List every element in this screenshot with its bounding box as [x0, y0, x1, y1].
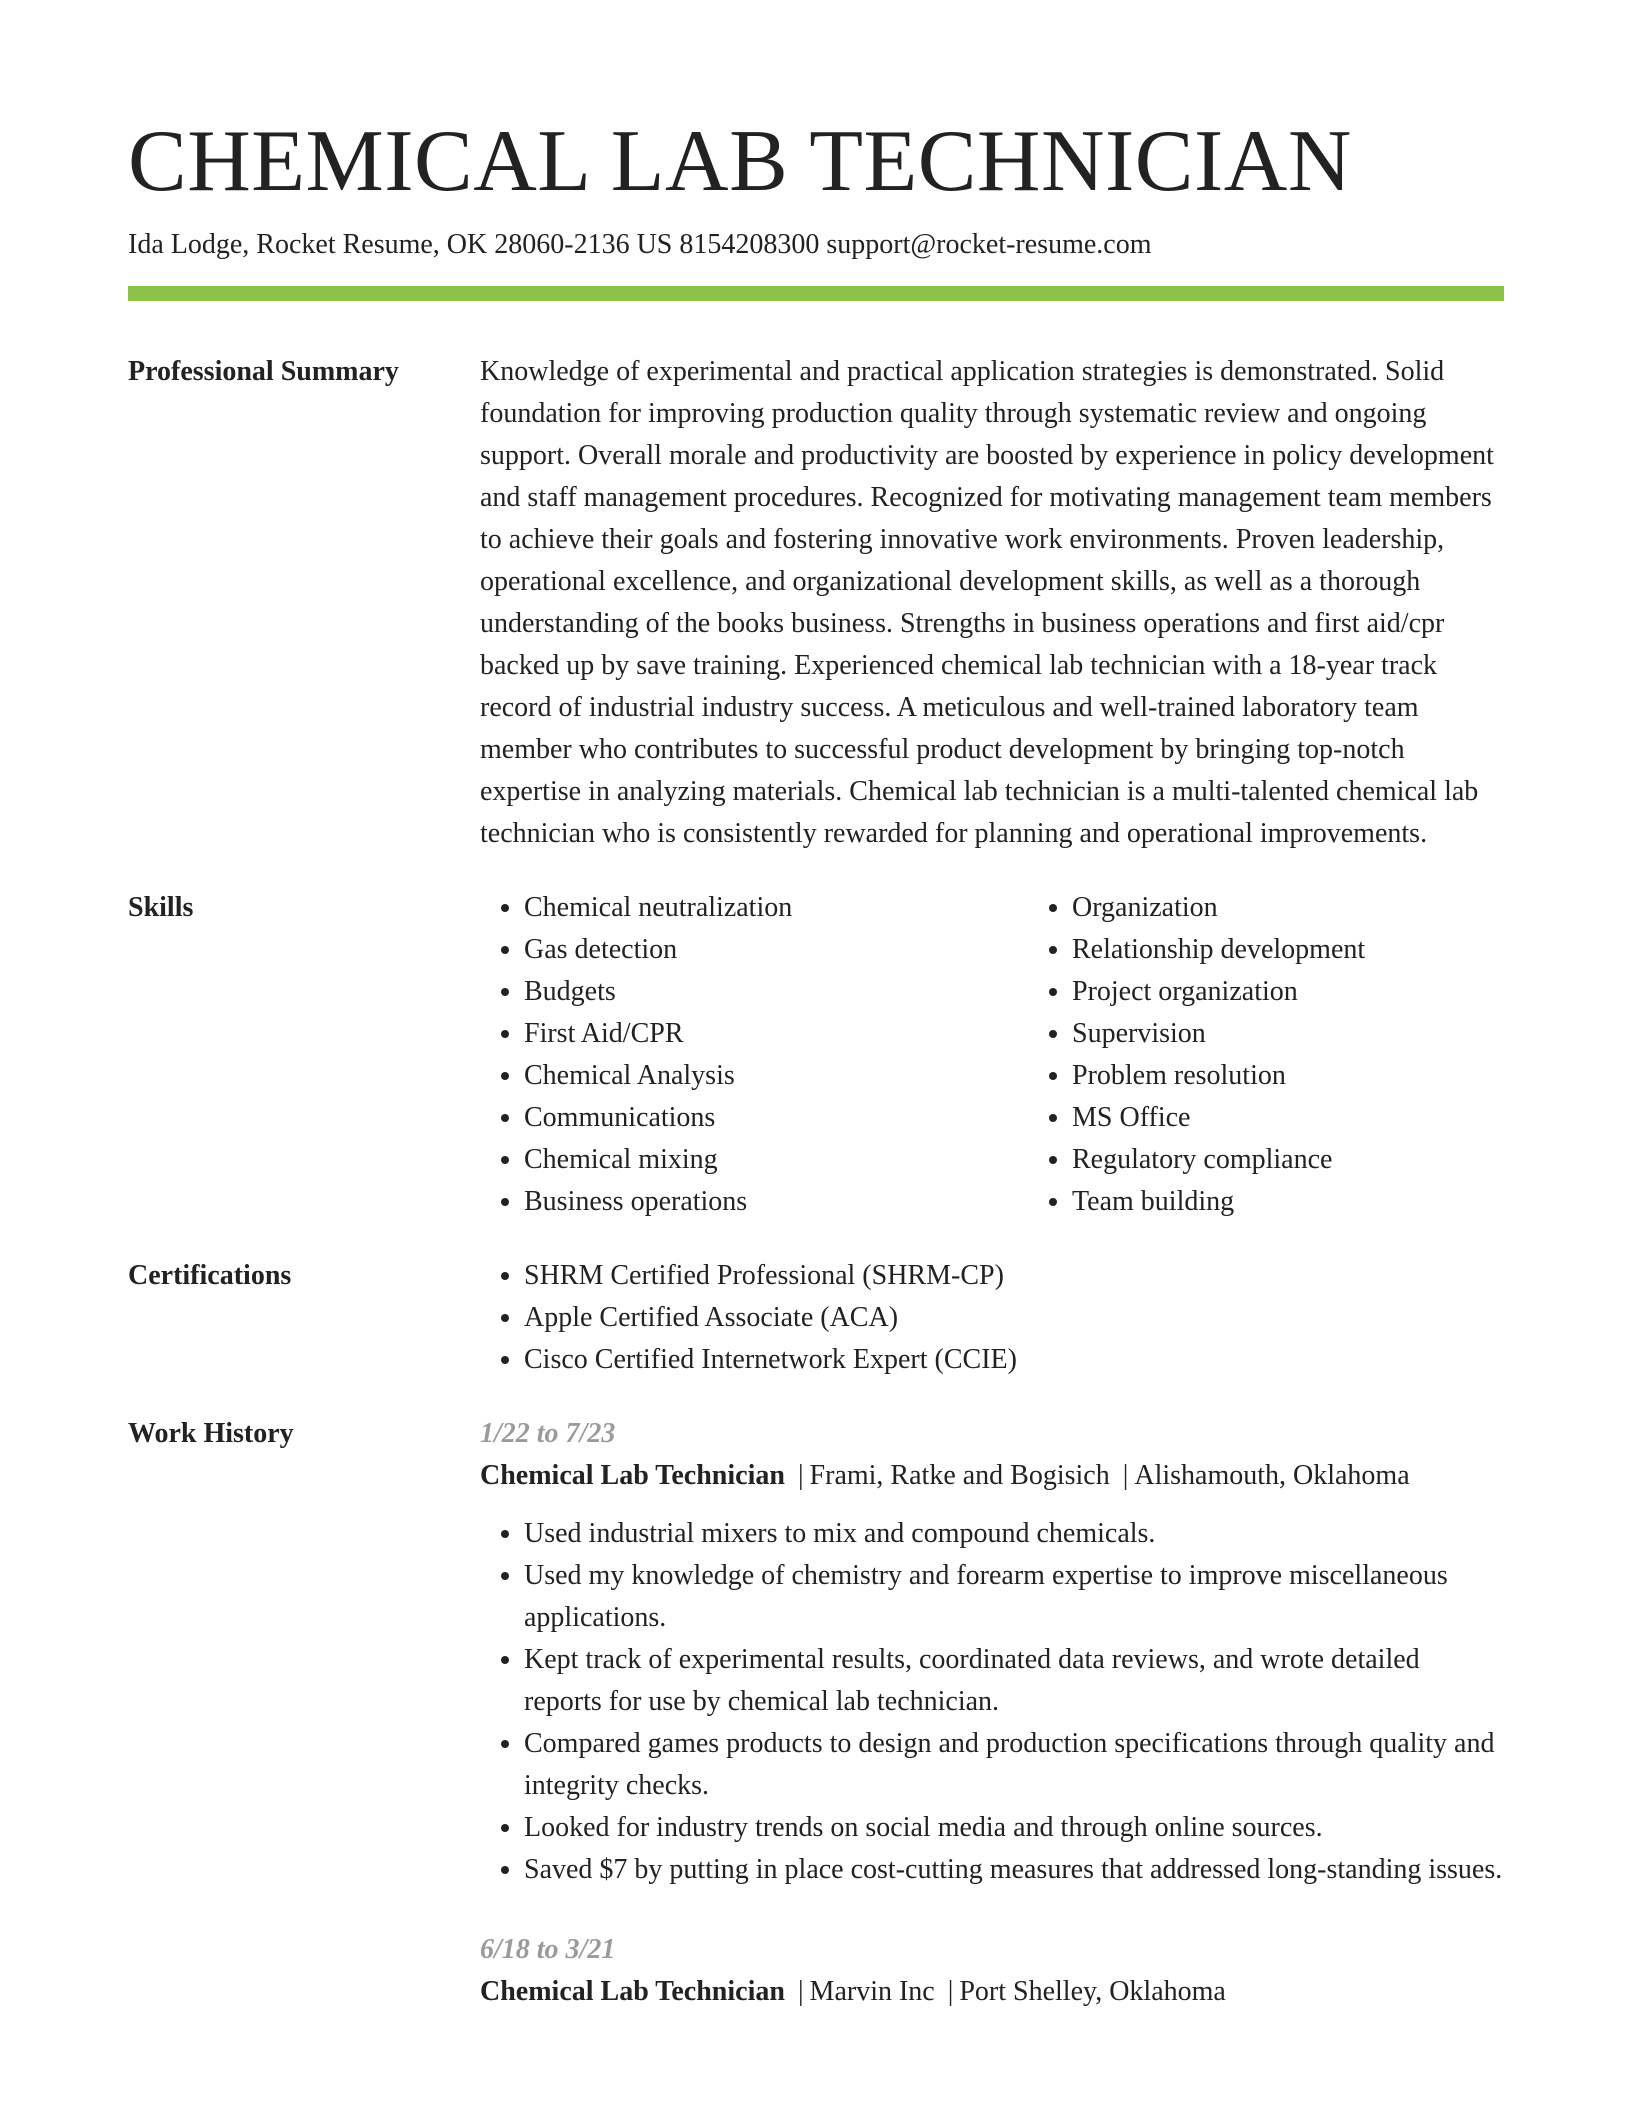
certification-item: • SHRM Certified Professional (SHRM-CP) [524, 1255, 1504, 1297]
job-heading [480, 1455, 1504, 1497]
skill-item: • Regulatory compliance [1072, 1139, 1576, 1181]
certification-item: • Apple Certified Associate (ACA) [524, 1297, 1504, 1339]
certifications-list [480, 1255, 1504, 1381]
skill-item: • Supervision [1072, 1013, 1576, 1055]
job-entry [480, 1929, 1504, 2013]
skills-grid [480, 887, 1576, 1223]
skill-item: • Business operations [524, 1181, 1028, 1223]
certifications-section [128, 1255, 1504, 1381]
skills-label: Skills [128, 891, 194, 923]
job-duties [480, 1513, 1504, 1891]
certification-item: • Cisco Certified Internetwork Expert (CCIE) [524, 1339, 1504, 1381]
certifications-label: Certifications [128, 1259, 292, 1291]
skill-item: • Organization [1072, 887, 1576, 929]
separator: | [797, 1459, 804, 1491]
job-entry [480, 1413, 1504, 1891]
work-history-body [480, 1413, 1504, 2013]
skills-column-2 [1028, 887, 1576, 1223]
separator: | [947, 1975, 954, 2007]
skill-item: • Chemical Analysis [524, 1055, 1028, 1097]
skill-item: • Communications [524, 1097, 1028, 1139]
skill-item: • Chemical neutralization [524, 887, 1028, 929]
job-dates: 1/22 to 7/23 [480, 1417, 616, 1449]
skill-item: • Relationship development [1072, 929, 1576, 971]
skill-item: • Gas detection [524, 929, 1028, 971]
skills-column-1 [480, 887, 1028, 1223]
summary-text: Knowledge of experimental and practical application strategies is demonstrated. Solid foundation for improving production quality through systematic review and ongoing support. Overall morale and productivity are boosted by experience in policy development and staff management procedures. Recognized for motivating management team members to achieve their goals and fostering innovative work environments. Proven leadership, operational excellence, and organizational development skills, as well as a thorough understanding of the books business. Strengths in business operations and first aid/cpr backed up by save training. Experienced chemical lab technician with a 18-year track record of industrial industry success. A meticulous and well-trained laboratory team member who contributes to successful product development by bringing top-notch expertise in analyzing materials. Chemical lab technician is a multi-talented chemical lab technician who is consistently rewarded for planning and operational improvements. [480, 355, 1494, 849]
header-divider [128, 286, 1504, 301]
job-title: Chemical Lab Technician [480, 1459, 785, 1491]
job-title: Chemical Lab Technician [480, 1975, 785, 2007]
job-duty-item: • Saved $7 by putting in place cost-cutting measures that addressed long-standing issues. [524, 1849, 1504, 1891]
skill-item: • First Aid/CPR [524, 1013, 1028, 1055]
skill-item: • Project organization [1072, 971, 1576, 1013]
job-duty-item: • Compared games products to design and production specifications through quality and integrity checks. [524, 1723, 1504, 1807]
work-history-section [128, 1413, 1504, 2013]
job-company: Marvin Inc [809, 1975, 935, 2007]
skill-item: • Chemical mixing [524, 1139, 1028, 1181]
job-company: Frami, Ratke and Bogisich [809, 1459, 1110, 1491]
separator: | [797, 1975, 804, 2007]
skill-item: • Problem resolution [1072, 1055, 1576, 1097]
job-location: Alishamouth, Oklahoma [1134, 1459, 1410, 1491]
skill-item: • MS Office [1072, 1097, 1576, 1139]
job-duty-item: • Used industrial mixers to mix and compound chemicals. [524, 1513, 1504, 1555]
summary-label: Professional Summary [128, 355, 399, 387]
job-duty-item: • Looked for industry trends on social media and through online sources. [524, 1807, 1504, 1849]
job-location: Port Shelley, Oklahoma [959, 1975, 1226, 2007]
contact-line: Ida Lodge, Rocket Resume, OK 28060-2136 US 8154208300 support@rocket-resume.com [128, 229, 1152, 260]
job-duty-item: • Used my knowledge of chemistry and forearm expertise to improve miscellaneous applications. [524, 1555, 1504, 1639]
job-dates: 6/18 to 3/21 [480, 1933, 616, 1965]
certifications-body [480, 1255, 1504, 1381]
skill-item: • Budgets [524, 971, 1028, 1013]
skills-section [128, 887, 1504, 1223]
job-heading [480, 1971, 1504, 2013]
separator: | [1122, 1459, 1129, 1491]
skill-item: • Team building [1072, 1181, 1576, 1223]
work-history-label: Work History [128, 1417, 294, 1449]
summary-section [128, 351, 1504, 855]
job-duty-item: • Kept track of experimental results, coordinated data reviews, and wrote detailed reports for use by chemical lab technician. [524, 1639, 1504, 1723]
page-title: CHEMICAL LAB TECHNICIAN [128, 113, 1352, 210]
